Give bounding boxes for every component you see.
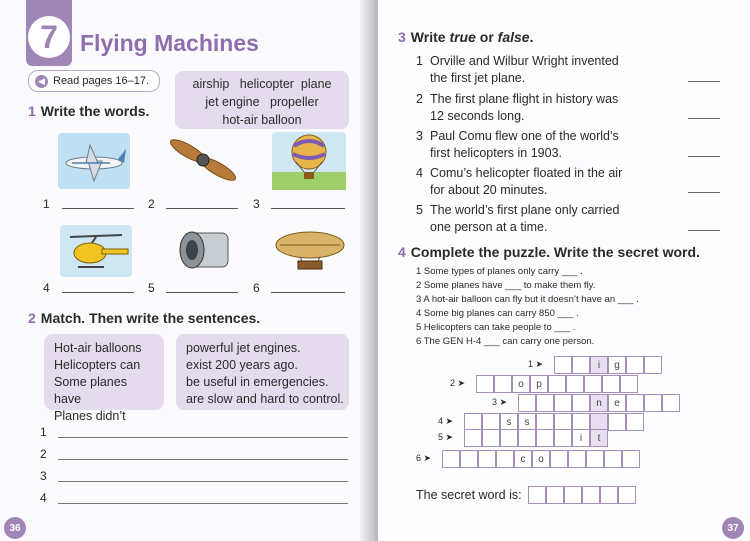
puzzle-cell[interactable]: [644, 356, 662, 374]
puzzle-clue-number: 4 ➤: [438, 416, 454, 426]
section-1-heading: [28, 103, 149, 119]
answer-number: 3: [253, 197, 260, 211]
puzzle-cell[interactable]: [622, 450, 640, 468]
arrow-left-icon: ◀: [35, 75, 48, 88]
hot-air-balloon-icon: [272, 132, 342, 188]
puzzle-cell[interactable]: i: [590, 356, 608, 374]
secret-word-cell[interactable]: [600, 486, 618, 504]
write-line-number: 2: [40, 447, 47, 461]
puzzle-cell[interactable]: [572, 394, 590, 412]
answer-line-1[interactable]: [62, 208, 134, 209]
secret-word-boxes: [528, 486, 636, 504]
secret-word-label: The secret word is:: [416, 488, 522, 502]
secret-word-cell[interactable]: [546, 486, 564, 504]
match-right-item: exist 200 years ago.: [186, 358, 298, 372]
section-title-false: false: [497, 29, 530, 45]
answer-line-5[interactable]: [166, 292, 238, 293]
puzzle-cell[interactable]: [584, 375, 602, 393]
answer-number: 2: [148, 197, 155, 211]
tf-line-text: one person at a time.: [430, 220, 548, 234]
puzzle-cell[interactable]: [550, 450, 568, 468]
crossword-puzzle: [378, 0, 750, 541]
read-pages-note: [28, 70, 160, 92]
puzzle-cell[interactable]: [626, 394, 644, 412]
read-pages-text: Read pages 16–17.: [53, 75, 150, 87]
word-box-line: airship helicopter plane: [192, 77, 332, 91]
tf-line-text: the first jet plane.: [430, 71, 526, 85]
word-box-line: jet engine propeller: [205, 95, 319, 109]
tf-line-text: The world’s first plane only carried: [430, 203, 620, 217]
puzzle-cell[interactable]: [662, 394, 680, 412]
clue-item: 3 A hot-air balloon can fly but it doesn’t have an ___ .: [416, 294, 639, 305]
tf-line-text: Comu’s helicopter floated in the air: [430, 166, 623, 180]
puzzle-cell[interactable]: [476, 375, 494, 393]
page-number-left: 36: [4, 517, 26, 539]
puzzle-cell[interactable]: g: [608, 356, 626, 374]
match-left-item: Planes didn’t: [54, 409, 126, 423]
puzzle-cell[interactable]: [478, 450, 496, 468]
write-line-number: 1: [40, 425, 47, 439]
tf-line-text: Paul Comu flew one of the world’s: [430, 129, 619, 143]
puzzle-cell[interactable]: c: [514, 450, 532, 468]
clue-item: 6 The GEN H-4 ___ can carry one person.: [416, 336, 595, 347]
match-right-item: be useful in emergencies.: [186, 375, 329, 389]
unit-title: Flying Machines: [80, 30, 259, 56]
section-title-prefix: Write: [410, 29, 450, 45]
puzzle-cell[interactable]: t: [590, 429, 608, 447]
puzzle-cell[interactable]: s: [500, 413, 518, 431]
section-number: 3: [398, 29, 406, 45]
word-box: [175, 71, 349, 129]
puzzle-cell[interactable]: [464, 429, 482, 447]
write-line[interactable]: [58, 459, 348, 460]
puzzle-cell[interactable]: [626, 356, 644, 374]
puzzle-cell[interactable]: [460, 450, 478, 468]
puzzle-cell[interactable]: [626, 413, 644, 431]
answer-line-2[interactable]: [166, 208, 238, 209]
puzzle-cell[interactable]: [494, 375, 512, 393]
jet-engine-icon: [172, 225, 242, 281]
puzzle-clue-number: 6 ➤: [416, 453, 432, 463]
puzzle-cell[interactable]: [496, 450, 514, 468]
match-left-item: Hot-air balloons: [54, 341, 142, 355]
puzzle-cell[interactable]: o: [532, 450, 550, 468]
section-title: Complete the puzzle. Write the secret word.: [410, 244, 700, 260]
clue-item: 4 Some big planes can carry 850 ___ .: [416, 308, 579, 319]
write-line-number: 3: [40, 469, 47, 483]
answer-line-4[interactable]: [62, 292, 134, 293]
tf-num: 4: [416, 166, 423, 180]
match-right-item: are slow and hard to control.: [186, 392, 344, 406]
puzzle-cell[interactable]: [554, 394, 572, 412]
tf-num: 3: [416, 129, 423, 143]
puzzle-cell[interactable]: [644, 394, 662, 412]
puzzle-cell[interactable]: i: [572, 429, 590, 447]
section-number: 2: [28, 310, 36, 326]
puzzle-cell[interactable]: o: [512, 375, 530, 393]
puzzle-cell[interactable]: [536, 394, 554, 412]
puzzle-cell[interactable]: [586, 450, 604, 468]
section-title: Write the words.: [40, 103, 150, 119]
puzzle-cell[interactable]: p: [530, 375, 548, 393]
tf-line-text: 12 seconds long.: [430, 109, 525, 123]
tf-num: 1: [416, 54, 423, 68]
tf-num: 2: [416, 92, 423, 106]
answer-number: 1: [43, 197, 50, 211]
answer-number: 5: [148, 281, 155, 295]
puzzle-cell[interactable]: [518, 394, 536, 412]
propeller-icon: [168, 135, 238, 191]
puzzle-cell[interactable]: [566, 375, 584, 393]
puzzle-clue-number: 2 ➤: [450, 378, 466, 388]
write-line[interactable]: [58, 437, 348, 438]
puzzle-cell[interactable]: [518, 429, 536, 447]
unit-number: 7: [28, 16, 70, 58]
answer-line-6[interactable]: [271, 292, 345, 293]
puzzle-cell[interactable]: [548, 375, 566, 393]
tf-line-text: Orville and Wilbur Wright invented: [430, 54, 619, 68]
puzzle-cell[interactable]: [620, 375, 638, 393]
secret-word-cell[interactable]: [582, 486, 600, 504]
right-page: [378, 0, 750, 541]
match-right-box: [176, 334, 349, 410]
puzzle-clue-number: 1 ➤: [528, 359, 544, 369]
tf-line-text: for about 20 minutes.: [430, 183, 548, 197]
puzzle-cell[interactable]: [604, 450, 622, 468]
puzzle-cell[interactable]: [568, 450, 586, 468]
clue-item: 2 Some planes have ___ to make them fly.: [416, 280, 596, 291]
section-title: Match. Then write the sentences.: [40, 310, 261, 326]
puzzle-cell[interactable]: [554, 356, 572, 374]
plane-icon: [58, 133, 128, 189]
write-line-number: 4: [40, 491, 47, 505]
secret-word-cell[interactable]: [528, 486, 546, 504]
match-left-item: Some planes have: [54, 375, 127, 406]
section-title-true: true: [449, 29, 476, 45]
section-number: 1: [28, 103, 36, 119]
secret-word-cell[interactable]: [564, 486, 582, 504]
section-title-or: or: [475, 29, 498, 45]
puzzle-cell[interactable]: [442, 450, 460, 468]
helicopter-icon: [60, 225, 130, 281]
page-number-right: 37: [722, 517, 744, 539]
puzzle-cell[interactable]: [602, 375, 620, 393]
puzzle-clue-number: 3 ➤: [492, 397, 508, 407]
puzzle-cell[interactable]: n: [590, 394, 608, 412]
write-line[interactable]: [58, 503, 348, 504]
word-box-line: hot-air balloon: [222, 113, 302, 127]
section-number: 4: [398, 244, 406, 260]
secret-word-cell[interactable]: [618, 486, 636, 504]
puzzle-cell[interactable]: [554, 429, 572, 447]
section-title-period: .: [529, 29, 534, 45]
match-right-item: powerful jet engines.: [186, 341, 301, 355]
write-line[interactable]: [58, 481, 348, 482]
puzzle-cell[interactable]: [500, 429, 518, 447]
match-left-item: Helicopters can: [54, 358, 141, 372]
tf-line-text: The first plane flight in history was: [430, 92, 619, 106]
puzzle-cell[interactable]: [572, 356, 590, 374]
section-2-heading: [28, 310, 260, 326]
left-page: [0, 0, 372, 541]
match-left-box: [44, 334, 164, 423]
puzzle-cell[interactable]: [482, 429, 500, 447]
clue-item: 5 Helicopters can take people to ___ .: [416, 322, 576, 333]
answer-line-3[interactable]: [271, 208, 345, 209]
puzzle-cell[interactable]: [536, 429, 554, 447]
tf-line-text: first helicopters in 1903.: [430, 146, 563, 160]
secret-word-row: [416, 486, 636, 504]
answer-number: 4: [43, 281, 50, 295]
puzzle-cell[interactable]: s: [518, 413, 536, 431]
puzzle-cell[interactable]: e: [608, 394, 626, 412]
tf-num: 5: [416, 203, 423, 217]
puzzle-cell[interactable]: [608, 413, 626, 431]
airship-icon: [272, 229, 342, 285]
puzzle-clue-number: 5 ➤: [438, 432, 454, 442]
answer-number: 6: [253, 281, 260, 295]
clue-item: 1 Some types of planes only carry ___ .: [416, 266, 583, 277]
